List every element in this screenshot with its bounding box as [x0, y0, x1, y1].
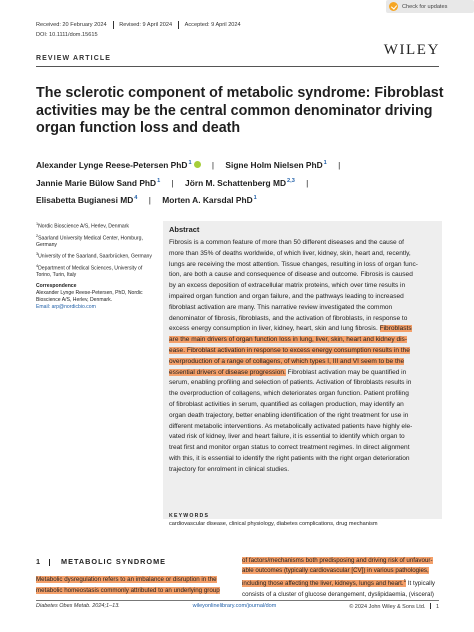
abstract-line: [169, 335, 436, 346]
date-separator: [113, 21, 114, 29]
affiliation-item: $^1$Nordic Bioscience A/S, Herlev, Denmark: [36, 222, 129, 230]
article-title: The sclerotic component of metabolic syndrome: Fibroblast activities may be the central common denominator driving organ function loss and death: [36, 85, 444, 137]
check-updates-icon: [389, 2, 398, 11]
highlighted-text[interactable]: ease. Fibroblast activation in response to excess energy consumption results in the: [169, 346, 410, 354]
affiliation-item: $^4$Department of Medical Sciences, University of Torino, Turin, Italy: [36, 263, 143, 279]
highlighted-text[interactable]: are the main drivers of organ function loss in lung, liver, skin, heart and kidney dis-: [169, 336, 407, 344]
author-list: Alexander Lynge Reese-Petersen PhD$^1$ | Signe Holm Nielsen PhD$^1$ | Jannie Marie Bülow Sand PhD$^1$ | Jörn M. Schattenberg MD$^{2,3}$ | Elisabetta Bugianesi $MD^4$ | Morten A. Karsdal PhD$^1$: [36, 160, 341, 205]
accepted-date: Accepted: 9 April 2024: [184, 22, 241, 28]
abstract-line: trajectory for enrolment in clinical studies.: [169, 465, 290, 473]
reference-marker[interactable]: 1: [403, 578, 407, 584]
doi[interactable]: DOI: 10.1111/dom.15615: [36, 32, 98, 38]
header-divider: [36, 66, 439, 67]
keywords-list: cardiovascular disease, clinical physiology, diabetes complications, drug mechanism: [169, 521, 378, 527]
copyright: © 2024 John Wiley & Sons Ltd.: [349, 604, 426, 610]
author-affiliation-ref[interactable]: 4: [134, 195, 138, 201]
abstract-line: fibroblast activation are many. This narrative review investigated the common: [169, 303, 393, 311]
abstract-line: impaired organ function and organ failure, and the pathways leading to increased: [169, 292, 404, 300]
author-name[interactable]: Jannie Marie Bülow Sand PhD: [36, 177, 157, 188]
abstract-line: Fibrosis is a common feature of more than 50 different diseases and the cause of: [169, 239, 404, 246]
abstract-line: denominator of fibrosis, fibroblasts, and the activation of fibroblasts, in response to: [169, 314, 408, 322]
article-dates: [36, 19, 374, 31]
abstract-line: with this, it is essential to identify the right patients with the right organ deterioration: [169, 454, 410, 462]
abstract-line: more than 35% of deaths worldwide, of which liver, kidney, skin, heart and, recently,: [169, 249, 411, 257]
abstract-line: different metabolic interventions. As metabolically activated patients have highly ele-: [169, 422, 413, 430]
abstract-line: serum, enabling profiling and selection of patients. Activation of fibroblasts results in: [169, 379, 412, 387]
abstract-line: [169, 346, 436, 357]
body-line: [242, 556, 442, 566]
publisher-logo: WILEY: [383, 42, 440, 58]
abstract-line: lungs are receiving the most attention. Tissue changes, resulting in loss of organ func-: [169, 260, 418, 268]
highlighted-text[interactable]: able outcomes (typically cardiovascular [CV]) in various pathologies,: [242, 567, 429, 575]
correspondence-text: Alexander Lynge Reese-Petersen, PhD, Nordic Bioscience A/S, Herlev, Denmark.: [36, 290, 143, 303]
highlighted-text[interactable]: Metabolic dysregulation refers to an imbalance or disruption in the: [36, 576, 217, 583]
body-line: [36, 586, 236, 597]
journal-citation: Diabetes Obes Metab. 2024;1–13.: [36, 603, 120, 609]
section-number: 1: [36, 557, 41, 566]
author-affiliation-ref[interactable]: 1: [323, 160, 327, 166]
author-name[interactable]: Signe Holm Nielsen PhD: [225, 160, 323, 170]
received-date: Received: 20 February 2024: [36, 22, 107, 28]
section-title: METABOLIC SYNDROME: [61, 557, 167, 566]
body-column-left: [36, 575, 236, 596]
affiliations: [36, 221, 156, 311]
highlighted-text[interactable]: including those affecting the liver, kidneys, lungs and heart.$^1$: [242, 578, 407, 588]
section-divider: [49, 559, 50, 566]
author-affiliation-ref[interactable]: 2,3: [287, 177, 295, 184]
author-name[interactable]: Alexander Lynge Reese-Petersen PhD: [36, 160, 188, 170]
revised-date: Revised: 9 April 2024: [119, 22, 173, 28]
body-line: [36, 575, 236, 586]
abstract-line: by an excess deposition of extracellular matrix proteins, which over time results in: [169, 282, 406, 290]
author-affiliation-ref[interactable]: 1: [188, 160, 192, 166]
abstract-line: [169, 357, 436, 368]
article-type: REVIEW ARTICLE: [36, 55, 112, 62]
author-name[interactable]: Jörn M. Schattenberg MD: [185, 177, 287, 188]
body-line: [242, 566, 442, 576]
highlighted-text[interactable]: essential drivers of disease progression.: [169, 368, 286, 376]
abstract-line: organ death trajectory, better enabling identification of the right treatment for use in: [169, 411, 409, 419]
footer-divider: [36, 600, 439, 601]
body-column-right: [242, 556, 442, 600]
body-line: consists of a cluster of glucose derangement, dyslipidaemia, (visceral): [242, 590, 434, 598]
highlighted-text[interactable]: metabolic homeostasis commonly attributed to an underlying group: [36, 586, 220, 594]
abstract-heading: Abstract: [169, 225, 200, 234]
abstract-line: essential drivers of disease progression. Fibroblast activation may be quantified in: [169, 368, 407, 376]
abstract-line: excess energy consumption in liver, kidney, heart, skin and lung fibrosis. Fibroblasts: [169, 325, 412, 333]
abstract-line: treat first and monitor organ status to correct treatment regimes. In direct alignment: [169, 444, 410, 452]
footer-right: [349, 603, 439, 612]
check-updates-label: Check for updates: [402, 3, 448, 10]
highlighted-text[interactable]: overproduction of a range of collagens, of which types I, III and VI seem to be the: [169, 357, 405, 365]
journal-url[interactable]: wileyonlinelibrary.com/journal/dom: [192, 603, 277, 609]
abstract-line: vated risk of kidney, liver and heart failure, it is essential to identify which organ to: [169, 433, 405, 441]
affiliation-item: $^2$Saarland University Medical Center, Homburg, Germany: [36, 233, 143, 249]
abstract-line: tion, are both a cause and consequence of disease and outcome. Fibrosis is caused: [169, 271, 413, 279]
author-name[interactable]: Elisabetta Bugianesi MD: [36, 195, 134, 205]
keywords-heading: KEYWORDS: [169, 513, 210, 519]
author-name[interactable]: Morten A. Karsdal PhD: [162, 195, 253, 205]
affiliation-item: $^3$University of the Saarland, Saarbrücken, Germany: [36, 252, 152, 260]
abstract-line: of fibroblast activities in serum, quantified as collagen production, may identify an: [169, 400, 404, 408]
check-for-updates-button[interactable]: [386, 0, 474, 13]
highlighted-text[interactable]: of factors/mechanisms both predisposing and driving risk of unfavour-: [242, 557, 433, 564]
abstract-line: the overproduction of collagens, which deteriorates organ function. Patient profiling: [169, 390, 409, 398]
orcid-icon[interactable]: [194, 161, 201, 168]
author-affiliation-ref[interactable]: 1: [253, 195, 257, 201]
date-separator: [178, 21, 179, 29]
highlighted-text[interactable]: Fibroblasts: [379, 325, 412, 333]
abstract-body: [169, 238, 436, 476]
author-affiliation-ref[interactable]: 1: [157, 177, 161, 184]
body-line: including those affecting the liver, kidneys, lungs and heart.$^1$ It typically: [242, 578, 435, 588]
correspondence-email[interactable]: Email: arp@nordicbio.com: [36, 303, 96, 310]
correspondence-heading: Correspondence: [36, 283, 77, 290]
page-footer: [36, 603, 439, 612]
page-number: 1: [435, 604, 439, 610]
